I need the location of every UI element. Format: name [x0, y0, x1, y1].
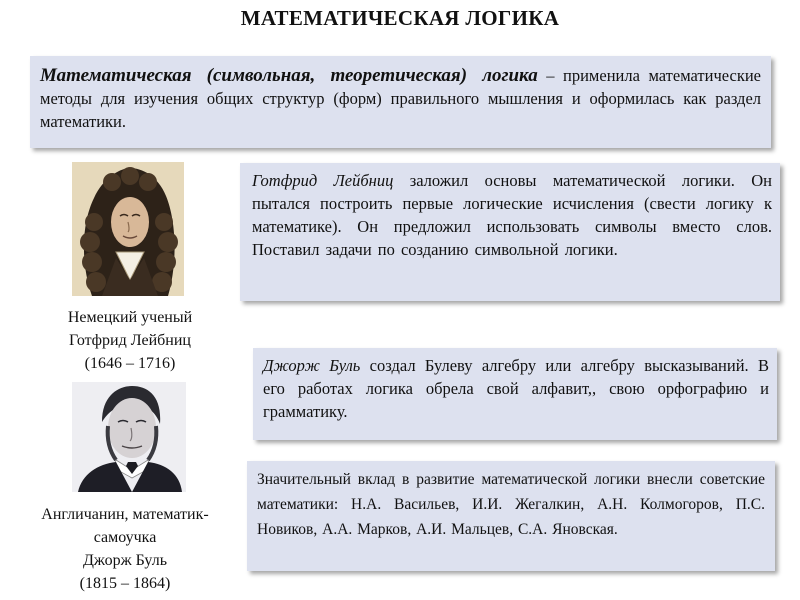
boole-portrait [72, 382, 186, 492]
boole-box [253, 348, 777, 440]
soviet-mathematicians-box [247, 461, 775, 571]
leibniz-caption-line1: Немецкий ученый [67, 309, 193, 326]
leibniz-box [240, 163, 780, 301]
leibniz-caption-line3: (1646 – 1716) [84, 355, 176, 372]
page-title: МАТЕМАТИЧЕСКАЯ ЛОГИКА [240, 6, 560, 30]
boole-text: создал Булеву алгебру или алгебру высказываний. В его работах логика обрела свой алфавит,, свою орфографию и грамматику. [263, 356, 769, 421]
boole-caption-line1: Англичанин, математик- [41, 506, 209, 523]
boole-caption [10, 503, 240, 595]
definition-dash: – [537, 66, 564, 85]
leibniz-name: Готфрид Лейбниц [252, 171, 394, 190]
boole-caption-line2: самоучка [93, 529, 157, 546]
leibniz-text: заложил основы математической логики. Он пытался построить первые логические исчисления (свести логику к математике). Он предложил использовать символы вместо слов. Поставил задачи по созданию символьной логики. [252, 171, 772, 259]
boole-name: Джорж Буль [263, 356, 361, 375]
soviet-text: Значительный вклад в развитие математической логики внесли советские математики: Н.А. Васильев, И.И. Жегалкин, А.Н. Колмогоров, П.С. Новиков, А.А. Марков, А.И. Мальцев, С.А. Яновская. [257, 471, 765, 538]
leibniz-caption [30, 306, 230, 375]
leibniz-portrait [72, 162, 184, 296]
definition-term: Математическая (символьная, теоретическая) логика [40, 65, 538, 86]
definition-text: применила математические методы для изучения общих структур (форм) правильного мышления и оформилась как раздел математики. [40, 66, 761, 131]
leibniz-caption-line2: Готфрид Лейбниц [69, 332, 191, 349]
boole-caption-line3: Джорж Буль [83, 552, 167, 569]
definition-box [30, 56, 771, 148]
boole-caption-line4: (1815 – 1864) [79, 575, 171, 592]
